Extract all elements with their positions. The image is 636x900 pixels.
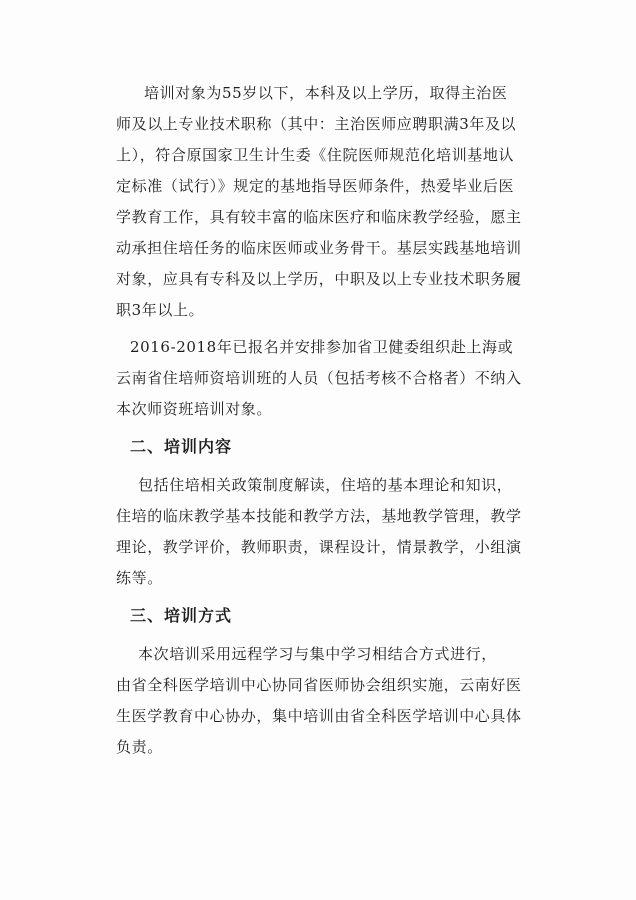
text-line: 职3年以上。 [116,301,205,319]
paragraph-training-content [116,470,548,594]
text-line: 学教育工作，具有较丰富的临床医疗和临床教学经验，愿主 [116,208,522,226]
text-line: 生医学教育中心协办，集中培训由省全科医学培训中心具体 [116,707,522,725]
text-line: 住培的临床教学基本技能和教学方法，基地教学管理，教学 [116,507,522,525]
paragraph-training-method [116,639,548,763]
text-line: 负责。 [116,738,163,756]
paragraph-exclusions [116,332,548,425]
text-line: 培训对象为55岁以下，本科及以上学历，取得主治医 [144,84,508,102]
text-line: 理论，教学评价，教师职责，课程设计，情景教学，小组演 [116,538,522,556]
document-body [116,78,548,763]
paragraph-training-targets [116,78,548,326]
text-line: 云南省住培师资培训班的人员（包括考核不合格者）不纳入 [116,369,522,387]
text-line: 定标准（试行）》规定的基地指导医师条件，热爱毕业后医 [116,177,515,195]
text-line: 练等。 [116,569,163,587]
text-line: 2016-2018年已报名并安排参加省卫健委组织赴上海或 [130,338,514,356]
text-line: 动承担住培任务的临床医师或业务骨干。基层实践基地培训 [116,239,522,257]
text-line: 由省全科医学培训中心协同省医师协会组织实施，云南好医 [116,676,522,694]
text-line: 上），符合原国家卫生计生委《住院医师规范化培训基地认 [116,146,515,164]
text-line: 对象，应具有专科及以上学历，中职及以上专业技术职务履 [116,270,522,288]
section-heading-training-content: 二、培训内容 [130,437,233,456]
text-line: 包括住培相关政策制度解读，住培的基本理论和知识， [138,476,513,494]
text-line: 本次培训采用远程学习与集中学习相结合方式进行， [138,645,497,663]
text-line: 师及以上专业技术职称（其中：主治医师应聘职满3年及以 [116,115,517,133]
section-heading-training-method: 三、培训方式 [130,606,233,625]
text-line: 本次师资班培训对象。 [116,400,273,418]
